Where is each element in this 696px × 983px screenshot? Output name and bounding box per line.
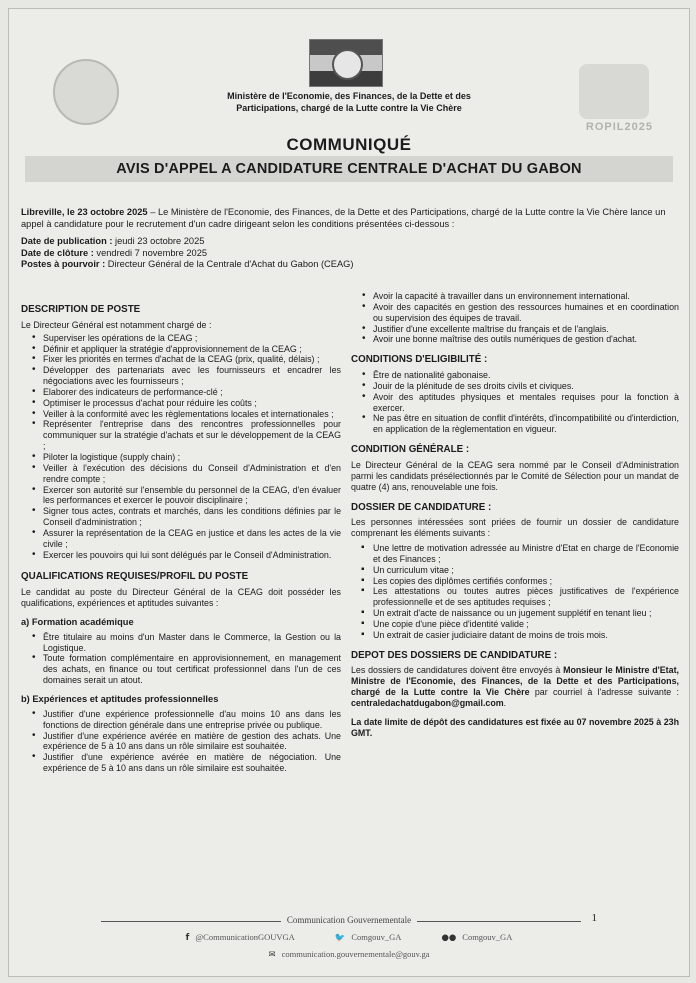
dossier-heading: DOSSIER DE CANDIDATURE : bbox=[351, 501, 492, 513]
intro-block bbox=[21, 207, 679, 271]
twitter-icon: 🐦 bbox=[334, 933, 346, 943]
experience-list bbox=[21, 709, 341, 774]
list-item: • Assurer la représentation de la CEAG en justice et dans les actes de la vie civile ; bbox=[31, 528, 341, 550]
list-item: • Justifier d'une excellente maîtrise du français et de l'anglais. bbox=[361, 324, 679, 335]
list-item: • Elaborer des indicateurs de performance-clé ; bbox=[31, 387, 341, 398]
footer-title: Communication Gouvernementale bbox=[9, 915, 689, 925]
description-lead: Le Directeur Général est notamment chargé de : bbox=[21, 319, 212, 330]
list-item: • Avoir la capacité à travailler dans un environnement international. bbox=[361, 291, 679, 302]
list-item: • Exercer son autorité sur l'ensemble du personnel de la CEAG, d'en évaluer les performances et exercer le pouvoir disciplinaire ; bbox=[31, 485, 341, 507]
list-item: • Définir et appliquer la stratégie d'approvisionnement de la CEAG ; bbox=[31, 344, 341, 355]
list-item: ▪ Les copies des diplômes certifiés conformes ; bbox=[361, 576, 679, 587]
flickr-link[interactable]: ●● Comgouv_GA bbox=[441, 932, 513, 943]
page-number: 1 bbox=[591, 912, 597, 924]
general-condition-heading: CONDITION GÉNÉRALE : bbox=[351, 444, 470, 456]
facebook-icon: f bbox=[185, 933, 190, 943]
footer-email[interactable]: ✉ communication.gouvernementale@gouv.ga bbox=[268, 949, 430, 960]
social-links bbox=[9, 932, 689, 943]
list-item: • Représenter l'entreprise dans des rencontres professionnelles pour communiquer sur la stratégie d'achats et sur le développement de la CEAG ; bbox=[31, 419, 341, 452]
deadline-text: La date limite de dépôt des candidatures est fixée au 07 novembre 2025 à 23h GMT. bbox=[351, 716, 679, 738]
academic-subheading: a) Formation académique bbox=[21, 616, 134, 627]
general-condition-text: Le Directeur Général de la CEAG sera nommé par le Conseil d'Administration parmi les candidats présélectionnés par le Comité de Sélection pour un mandat de quatre (4) ans, renouvelable une fois. bbox=[351, 459, 679, 492]
position-to-fill: Postes à pourvoir : Directeur Général de la Centrale d'Achat du Gabon (CEAG) bbox=[21, 259, 354, 270]
list-item: • Ne pas être en situation de conflit d'intérêts, d'incompatibilité ou d'interdiction, en application de la règlementation en vigueur. bbox=[361, 413, 679, 435]
application-email-link[interactable]: centraledachatdugabon@gmail.com bbox=[351, 698, 504, 708]
aptitudes-list bbox=[351, 291, 679, 345]
academic-list bbox=[21, 632, 341, 686]
right-column bbox=[351, 291, 679, 741]
qualifications-lead: Le candidat au poste du Directeur Général de la CEAG doit posséder les qualifications, expériences et aptitudes suivantes : bbox=[21, 587, 341, 609]
list-item: • Veiller à l'exécution des décisions du Conseil d'Administration et d'en rendre compte ; bbox=[31, 463, 341, 485]
ministry-name: Ministère de l'Economie, des Finances, de la Dette et des Participations, chargé de la Lutte contre la Vie Chère bbox=[227, 91, 471, 113]
list-item: • Superviser les opérations de la CEAG ; bbox=[31, 333, 341, 344]
publication-date: Date de publication : jeudi 23 octobre 2025 bbox=[21, 236, 205, 247]
twitter-link[interactable]: 🐦 Comgouv_GA bbox=[334, 932, 402, 943]
deposit-text: Les dossiers de candidatures doivent être envoyés à Monsieur le Ministre d'Etat, Ministre de l'Economie, des Finances, de la Dette et des Participations, chargé de la Lutte contre la Vie Chère par courriel à l'adresse suivante : centraledachatdugabon@gmail.com. bbox=[351, 665, 680, 708]
description-list bbox=[21, 333, 341, 561]
qualifications-heading: QUALIFICATIONS REQUISES/PROFIL DU POSTE bbox=[21, 571, 249, 583]
list-item: • Avoir des aptitudes physiques et mentales requises pour la fonction à exercer. bbox=[361, 392, 679, 414]
list-item: • Signer tous actes, contrats et marchés, dans les conditions définies par le Conseil d'administration ; bbox=[31, 506, 341, 528]
list-item: • Jouir de la plénitude de ses droits civils et civiques. bbox=[361, 381, 679, 392]
eligibility-heading: CONDITIONS D'ELIGIBILITÉ : bbox=[351, 354, 488, 366]
list-item: • Exercer les pouvoirs qui lui sont délégués par le Conseil d'Administration. bbox=[31, 550, 341, 561]
list-item: ▪ Une copie d'une pièce d'identité valide ; bbox=[361, 619, 679, 630]
flickr-icon: ●● bbox=[441, 933, 457, 943]
list-item: ▪ Une lettre de motivation adressée au Ministre d'Etat en charge de l'Economie et des Finances ; bbox=[361, 543, 679, 565]
list-item: • Piloter la logistique (supply chain) ; bbox=[31, 452, 341, 463]
right-logo-text: ROPIL2025 bbox=[585, 121, 653, 133]
closing-date: Date de clôture : vendredi 7 novembre 2025 bbox=[21, 247, 208, 258]
list-item: • Veiller à la conformité avec les règlementations locales et internationales ; bbox=[31, 409, 341, 420]
list-item: • Être titulaire au moins d'un Master dans le Commerce, la Gestion ou la Logistique. bbox=[31, 632, 341, 654]
list-item: • Justifier d'une expérience professionnelle d'au moins 10 ans dans les fonctions de direction générale dans une entreprise privée ou publique. bbox=[31, 709, 341, 731]
left-column bbox=[21, 295, 341, 774]
eligibility-list bbox=[351, 370, 679, 435]
coat-of-arms-icon bbox=[332, 49, 363, 80]
list-item: • Justifier d'une expérience avérée en matière de négociation. Une expérience de 5 à 10 ans dans un rôle similaire est souhaitée. bbox=[31, 752, 341, 774]
gabon-flag-emblem bbox=[309, 39, 383, 87]
document-page bbox=[8, 8, 690, 977]
list-item: ▪ Les attestations ou toutes autres pièces justificatives de l'expérience professionnelle et de ses aptitudes requises ; bbox=[361, 586, 679, 608]
list-item: • Justifier d'une expérience avérée en matière de gestion des achats. Une expérience de 5 à 10 ans dans un rôle similaire est souhaitée. bbox=[31, 731, 341, 753]
experience-subheading: b) Expériences et aptitudes professionnelles bbox=[21, 694, 219, 704]
dossier-lead: Les personnes intéressées sont priées de fournir un dossier de candidature comprenant les éléments suivants : bbox=[351, 517, 679, 539]
intro-paragraph: Libreville, le 23 octobre 2025 – Le Ministère de l'Economie, des Finances, de la Dette et des Participations, chargé de la Lutte contre la Vie Chère lance un appel à candidature pour le recrutement d'un cadre dirigeant selon les conditions présentées ci-dessous : bbox=[21, 207, 666, 229]
description-heading: DESCRIPTION DE POSTE bbox=[21, 304, 141, 315]
facebook-link[interactable]: f @CommunicationGOUVGA bbox=[185, 932, 295, 943]
list-item: ▪ Un extrait de casier judiciaire datant de moins de trois mois. bbox=[361, 630, 679, 641]
list-item: • Toute formation complémentaire en approvisionnement, en management des achats, en finance ou tout certificat professionnel dans l'un de ces domaines serait un atout. bbox=[31, 653, 341, 686]
list-item: ▪ Un extrait d'acte de naissance ou un jugement supplétif en tenant lieu ; bbox=[361, 608, 679, 619]
list-item: • Être de nationalité gabonaise. bbox=[361, 370, 679, 381]
list-item: • Avoir une bonne maîtrise des outils numériques de gestion d'achat. bbox=[361, 334, 679, 345]
dossier-list bbox=[351, 543, 679, 641]
list-item: • Optimiser le processus d'achat pour réduire les coûts ; bbox=[31, 398, 341, 409]
list-item: • Fixer les priorités en termes d'achat de la CEAG (prix, qualité, délais) ; bbox=[31, 354, 341, 365]
list-item: ▪ Un curriculum vitae ; bbox=[361, 565, 679, 576]
deposit-heading: DEPOT DES DOSSIERS DE CANDIDATURE : bbox=[351, 649, 558, 661]
list-item: • Avoir des capacités en gestion des ressources humaines et en coordination ou supervision des équipes de travail. bbox=[361, 302, 679, 324]
list-item: • Développer des partenariats avec les fournisseurs et encadrer les négociations avec les fournisseurs ; bbox=[31, 365, 341, 387]
mail-icon: ✉ bbox=[268, 950, 276, 960]
communique-title: COMMUNIQUÉ bbox=[286, 135, 412, 154]
notice-subtitle: AVIS D'APPEL A CANDIDATURE CENTRALE D'ACHAT DU GABON bbox=[116, 161, 582, 177]
